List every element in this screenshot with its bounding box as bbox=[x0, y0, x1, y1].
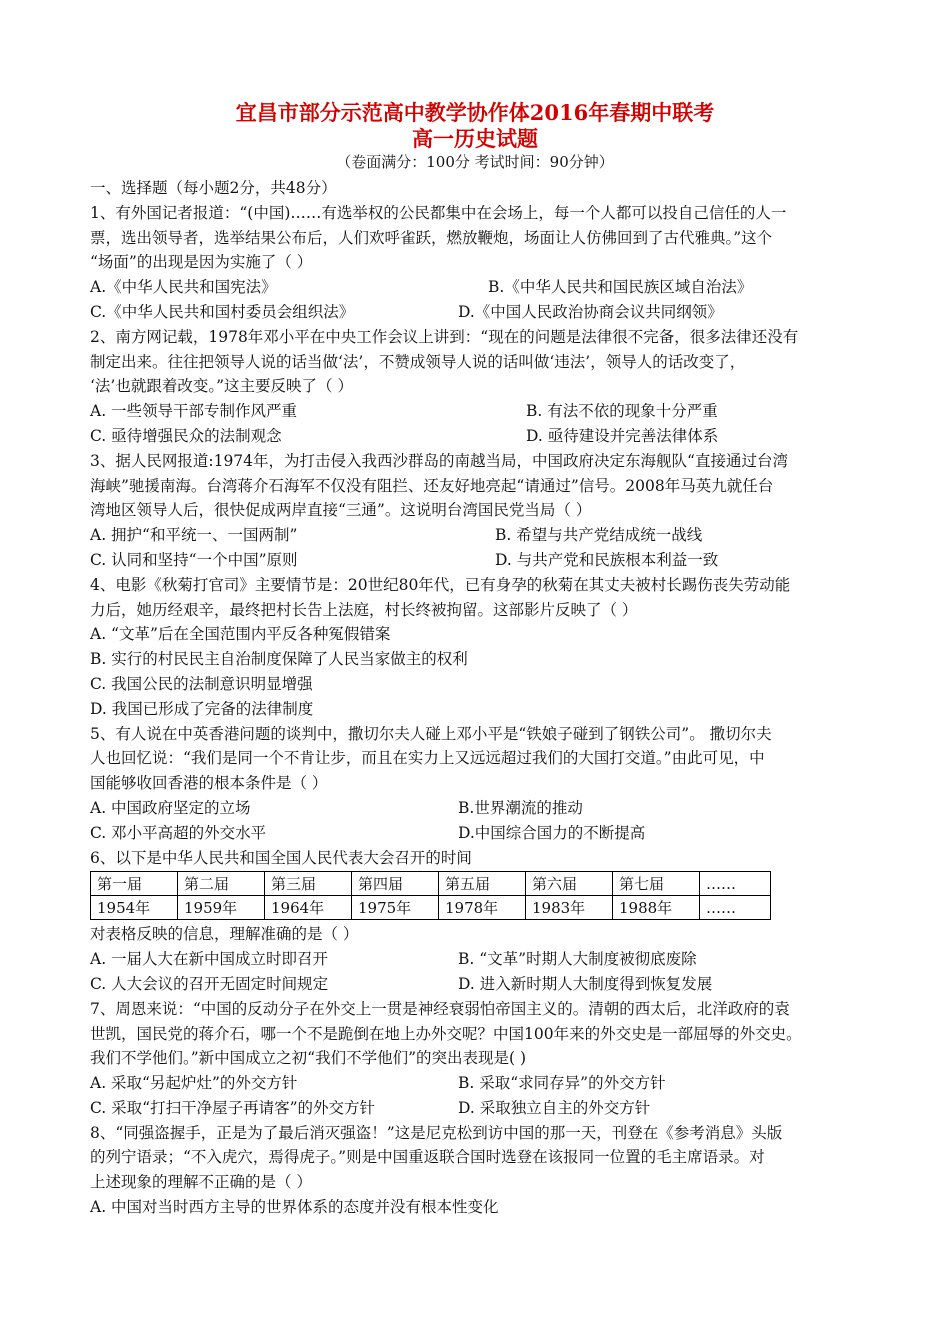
option-c[interactable]: C. 人大会议的召开无固定时间规定 bbox=[90, 974, 329, 993]
option-b[interactable]: B. 希望与共产党结成统一战线 bbox=[495, 526, 703, 545]
npc-sessions-table bbox=[90, 871, 771, 920]
question-1 bbox=[90, 201, 865, 325]
table-cell: 1983年 bbox=[526, 896, 613, 920]
question-stem-line: 6、以下是中华人民共和国全国人民代表大会召开的时间 bbox=[90, 848, 472, 867]
question-7 bbox=[90, 997, 865, 1121]
question-stem-line: 我们不学他们。”新中国成立之初“我们不学他们”的突出表现是( ) bbox=[90, 1049, 527, 1068]
question-stem-line: 上述现象的理解不正确的是（ ） bbox=[90, 1173, 312, 1192]
table-cell: 1954年 bbox=[91, 896, 178, 920]
exam-content bbox=[90, 176, 865, 1220]
table-row bbox=[91, 896, 771, 920]
question-stem-line: 3、据人民网报道:1974年，为打击侵入我西沙群岛的南越当局，中国政府决定东海舰队“直接通过台湾 bbox=[90, 451, 788, 470]
option-row bbox=[90, 796, 865, 821]
option-row bbox=[90, 275, 865, 300]
question-stem-line: 力后，她历经艰辛，最终把村长告上法庭，村长终被拘留。这部影片反映了（ ） bbox=[90, 600, 638, 619]
option-row bbox=[90, 424, 865, 449]
option-row bbox=[90, 300, 865, 325]
option-row bbox=[90, 821, 865, 846]
option-row bbox=[90, 548, 865, 573]
exam-title: 宜昌市部分示范高中教学协作体2016年春期中联考 bbox=[235, 100, 715, 125]
question-8 bbox=[90, 1121, 865, 1220]
question-4 bbox=[90, 573, 865, 722]
option-d[interactable]: D. 采取独立自主的外交方针 bbox=[458, 1098, 651, 1117]
question-stem-line: 海峡”驰援南海。台湾蒋介石海军不仅没有阻拦、还友好地亮起“请通过”信号。2008年马英九就任台 bbox=[90, 476, 774, 495]
question-5 bbox=[90, 722, 865, 846]
option-d[interactable]: D. 进入新时期人大制度得到恢复发展 bbox=[458, 974, 713, 993]
table-cell: 第五届 bbox=[439, 872, 526, 896]
question-stem-line: 票，选出领导者，选举结果公布后，人们欢呼雀跃，燃放鞭炮，场面让人仿佛回到了古代雅典。”这个 bbox=[90, 228, 773, 247]
option-a[interactable]: A. “文革”后在全国范围内平反各种冤假错案 bbox=[90, 625, 391, 644]
option-c[interactable]: C. 采取“打扫干净屋子再请客”的外交方针 bbox=[90, 1098, 376, 1117]
option-a[interactable]: A. 一些领导干部专制作风严重 bbox=[90, 402, 298, 421]
option-b[interactable]: B.《中华人民共和国民族区域自治法》 bbox=[488, 278, 753, 297]
option-row bbox=[90, 399, 865, 424]
exam-meta: （卷面满分：100分 考试时间：90分钟） bbox=[336, 153, 614, 171]
table-cell: 1988年 bbox=[613, 896, 700, 920]
option-b[interactable]: B.世界潮流的推动 bbox=[458, 798, 583, 817]
option-row bbox=[90, 947, 865, 972]
table-cell: 1975年 bbox=[352, 896, 439, 920]
question-stem-line: 世凯，国民党的蒋介石，哪一个不是跪倒在地上办外交呢？中国100年来的外交史是一部屈辱的外交史。 bbox=[90, 1024, 802, 1043]
section-heading: 一、选择题（每小题2分，共48分） bbox=[90, 179, 337, 197]
question-stem-line: 人也回忆说：“我们是同一个不肯让步，而且在实力上又远远超过我们的大国打交道。”由此可见，中 bbox=[90, 749, 765, 768]
table-cell: 1978年 bbox=[439, 896, 526, 920]
question-stem-line: 湾地区领导人后，很快促成两岸直接“三通”。这说明台湾国民党当局（ ） bbox=[90, 501, 592, 520]
option-d[interactable]: D. 我国已形成了完备的法律制度 bbox=[90, 699, 314, 718]
question-3 bbox=[90, 449, 865, 573]
question-stem-line: 1、有外国记者报道：“(中国)……有选举权的公民都集中在会场上，每一个人都可以投自己信任的人一 bbox=[90, 203, 787, 222]
option-a[interactable]: A.《中华人民共和国宪法》 bbox=[90, 278, 277, 297]
table-cell: 1964年 bbox=[265, 896, 352, 920]
exam-subtitle: 高一历史试题 bbox=[412, 126, 538, 151]
option-b[interactable]: B. “文革”时期人大制度被彻底废除 bbox=[458, 950, 697, 969]
table-cell: 第一届 bbox=[91, 872, 178, 896]
question-stem-line: 对表格反映的信息，理解准确的是（ ） bbox=[90, 925, 359, 944]
table-cell: …… bbox=[700, 896, 771, 920]
option-b[interactable]: B. 有法不依的现象十分严重 bbox=[526, 402, 718, 421]
table-header-row bbox=[91, 872, 771, 896]
option-row bbox=[90, 523, 865, 548]
option-b[interactable]: B. 采取“求同存异”的外交方针 bbox=[458, 1074, 666, 1093]
question-stem-line: 8、“同强盗握手，正是为了最后消灭强盗！”这是尼克松到访中国的那一天，刊登在《参考消息》头版 bbox=[90, 1123, 783, 1142]
table-cell: …… bbox=[700, 872, 771, 896]
question-stem-line: 的列宁语录；“不入虎穴，焉得虎子。”则是中国重返联合国时选登在该报同一位置的毛主席语录。对 bbox=[90, 1148, 765, 1167]
question-stem-line: 5、有人说在中英香港问题的谈判中，撒切尔夫人碰上邓小平是“铁娘子碰到了钢铁公司”。 撒切尔夫 bbox=[90, 724, 772, 743]
question-stem-line: 7、周恩来说：“中国的反动分子在外交上一贯是神经衰弱怕帝国主义的。清朝的西太后，北洋政府的袁 bbox=[90, 999, 790, 1018]
question-2 bbox=[90, 325, 865, 449]
table-cell: 第三届 bbox=[265, 872, 352, 896]
option-a[interactable]: A. 中国政府坚定的立场 bbox=[90, 798, 251, 817]
option-a[interactable]: A. 一届人大在新中国成立时即召开 bbox=[90, 950, 329, 969]
option-d[interactable]: D.《中国人民政治协商会议共同纲领》 bbox=[458, 302, 723, 321]
option-a[interactable]: A. 采取“另起炉灶”的外交方针 bbox=[90, 1074, 298, 1093]
question-6 bbox=[90, 846, 865, 997]
question-stem-line: ‘法’也就跟着改变。”这主要反映了（ ） bbox=[90, 377, 353, 396]
option-a[interactable]: A. 拥护“和平统一、一国两制” bbox=[90, 526, 298, 545]
question-stem-line: 2、南方网记载，1978年邓小平在中央工作会议上讲到：“现在的问题是法律很不完备，很多法律还没有 bbox=[90, 327, 799, 346]
option-row bbox=[90, 1096, 865, 1121]
table-cell: 第七届 bbox=[613, 872, 700, 896]
option-row bbox=[90, 1071, 865, 1096]
question-stem-line: 4、电影《秋菊打官司》主要情节是：20世纪80年代，已有身孕的秋菊在其丈夫被村长踢伤丧失劳动能 bbox=[90, 575, 791, 594]
table-cell: 第四届 bbox=[352, 872, 439, 896]
question-stem-line: 国能够收回香港的根本条件是（ ） bbox=[90, 774, 328, 793]
option-c[interactable]: C. 我国公民的法制意识明显增强 bbox=[90, 674, 313, 693]
option-a[interactable]: A. 中国对当时西方主导的世界体系的态度并没有根本性变化 bbox=[90, 1198, 499, 1217]
option-c[interactable]: C. 认同和坚持“一个中国”原则 bbox=[90, 550, 298, 569]
question-stem-line: 制定出来。往往把领导人说的话当做‘法’，不赞成领导人说的话叫做‘违法’，领导人的话改变了， bbox=[90, 352, 746, 371]
option-b[interactable]: B. 实行的村民民主自治制度保障了人民当家做主的权利 bbox=[90, 650, 468, 669]
option-c[interactable]: C.《中华人民共和国村委员会组织法》 bbox=[90, 302, 355, 321]
option-d[interactable]: D. 亟待建设并完善法律体系 bbox=[526, 426, 719, 445]
option-d[interactable]: D. 与共产党和民族根本利益一致 bbox=[495, 550, 719, 569]
table-cell: 1959年 bbox=[178, 896, 265, 920]
table-cell: 第六届 bbox=[526, 872, 613, 896]
option-d[interactable]: D.中国综合国力的不断提高 bbox=[458, 823, 646, 842]
question-stem-line: “场面”的出现是因为实施了（ ） bbox=[90, 253, 313, 272]
option-c[interactable]: C. 亟待增强民众的法制观念 bbox=[90, 426, 282, 445]
option-row bbox=[90, 972, 865, 997]
table-cell: 第二届 bbox=[178, 872, 265, 896]
option-c[interactable]: C. 邓小平高超的外交水平 bbox=[90, 823, 267, 842]
